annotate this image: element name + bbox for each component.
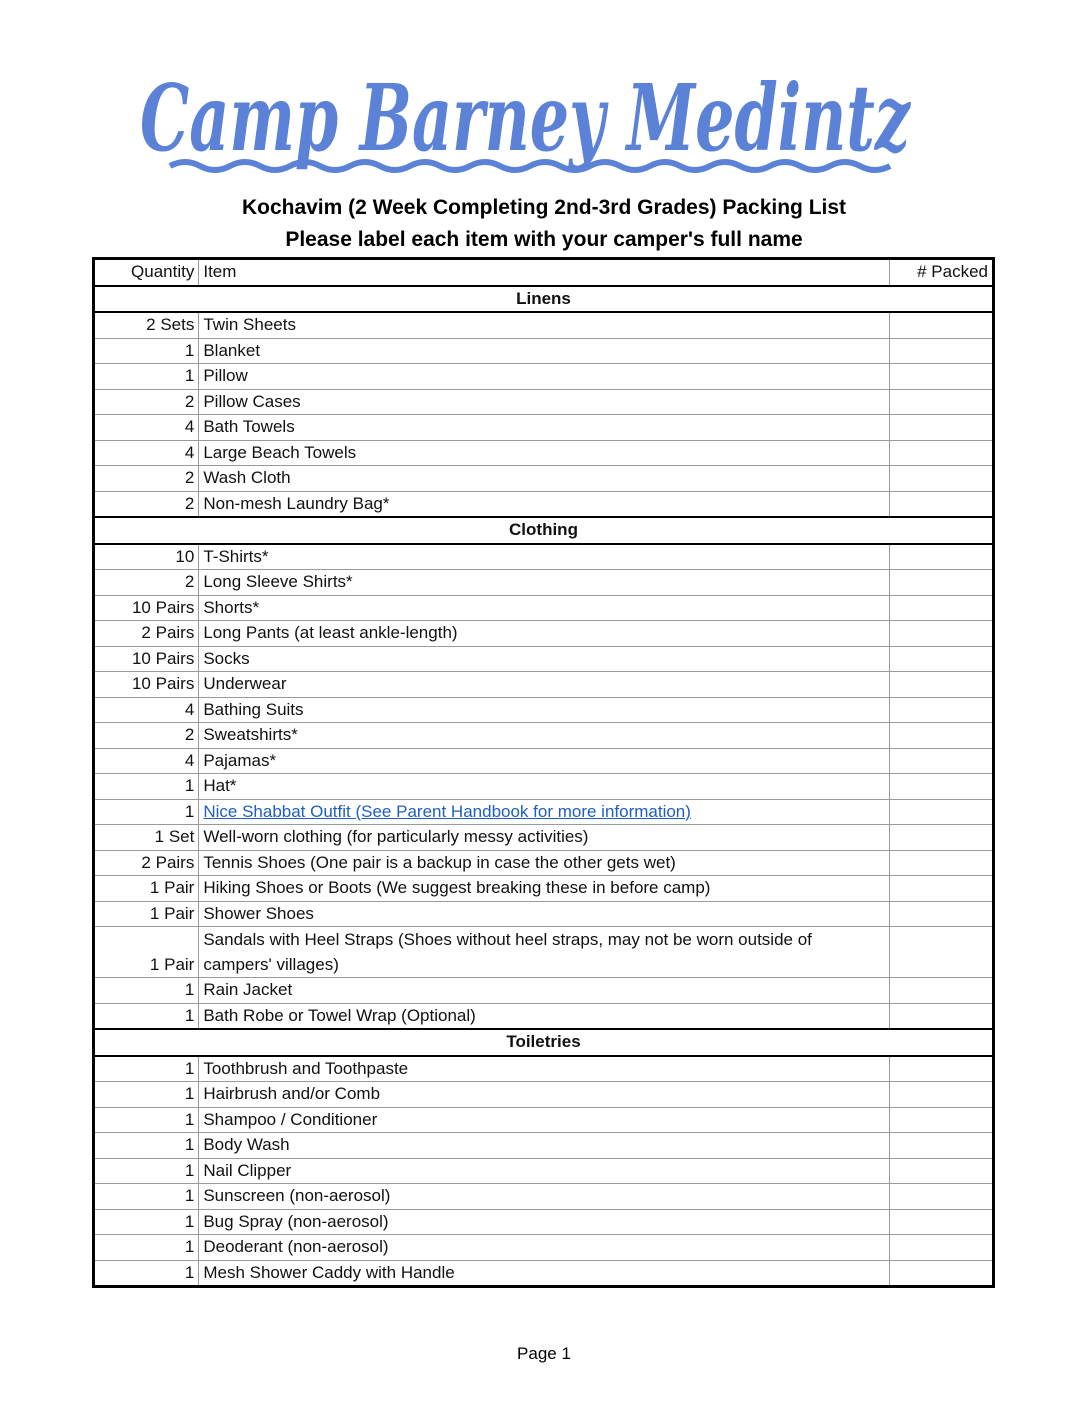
row-item: Wash Cloth [199, 466, 889, 492]
table-row [94, 1082, 994, 1108]
row-packed-cell[interactable] [889, 927, 993, 978]
row-quantity: 4 [94, 440, 199, 466]
row-item: Large Beach Towels [199, 440, 889, 466]
row-packed-cell[interactable] [889, 1003, 993, 1029]
row-quantity: 1 Set [94, 825, 199, 851]
table-row [94, 1133, 994, 1159]
item-header: Item [199, 259, 889, 286]
row-packed-cell[interactable] [889, 1235, 993, 1261]
row-packed-cell[interactable] [889, 774, 993, 800]
row-quantity: 10 Pairs [94, 672, 199, 698]
row-item: Bath Robe or Towel Wrap (Optional) [199, 1003, 889, 1029]
row-item: Tennis Shoes (One pair is a backup in case the other gets wet) [199, 850, 889, 876]
section-title: Toiletries [94, 1029, 994, 1056]
table-row [94, 491, 994, 517]
table-row [94, 723, 994, 749]
row-packed-cell[interactable] [889, 748, 993, 774]
table-row [94, 876, 994, 902]
table-row [94, 1235, 994, 1261]
row-item: Bug Spray (non-aerosol) [199, 1209, 889, 1235]
camp-logo-graphic [130, 62, 920, 182]
packed-header: # Packed [889, 259, 993, 286]
table-row [94, 1184, 994, 1210]
table-row [94, 901, 994, 927]
section-title: Linens [94, 286, 994, 313]
row-packed-cell[interactable] [889, 1158, 993, 1184]
table-row [94, 927, 994, 978]
row-quantity: 1 [94, 1260, 199, 1287]
row-item: Long Pants (at least ankle-length) [199, 621, 889, 647]
table-row [94, 338, 994, 364]
row-packed-cell[interactable] [889, 466, 993, 492]
row-item: Nail Clipper [199, 1158, 889, 1184]
table-row [94, 978, 994, 1004]
row-packed-cell[interactable] [889, 1184, 993, 1210]
row-packed-cell[interactable] [889, 850, 993, 876]
row-packed-cell[interactable] [889, 901, 993, 927]
row-packed-cell[interactable] [889, 491, 993, 517]
row-packed-cell[interactable] [889, 1209, 993, 1235]
row-quantity: 4 [94, 697, 199, 723]
row-quantity: 10 Pairs [94, 646, 199, 672]
row-item: Blanket [199, 338, 889, 364]
table-row [94, 312, 994, 338]
row-quantity: 1 [94, 1056, 199, 1082]
table-row [94, 646, 994, 672]
row-item: Sandals with Heel Straps (Shoes without heel straps, may not be worn outside of campers' villages) [199, 927, 889, 978]
row-item [199, 799, 889, 825]
table-row [94, 825, 994, 851]
packing-list-table [92, 257, 995, 1288]
table-row [94, 440, 994, 466]
row-quantity: 4 [94, 748, 199, 774]
table-row [94, 570, 994, 596]
row-quantity: 2 [94, 389, 199, 415]
table-row [94, 774, 994, 800]
row-quantity: 1 [94, 774, 199, 800]
row-item: Bath Towels [199, 415, 889, 441]
row-item: T-Shirts* [199, 544, 889, 570]
row-quantity: 2 Pairs [94, 621, 199, 647]
row-packed-cell[interactable] [889, 1107, 993, 1133]
row-quantity: 1 Pair [94, 901, 199, 927]
table-row [94, 697, 994, 723]
row-packed-cell[interactable] [889, 1056, 993, 1082]
row-quantity: 1 [94, 1209, 199, 1235]
row-packed-cell[interactable] [889, 570, 993, 596]
row-item: Socks [199, 646, 889, 672]
row-item: Bathing Suits [199, 697, 889, 723]
row-item: Rain Jacket [199, 978, 889, 1004]
row-packed-cell[interactable] [889, 1133, 993, 1159]
row-item: Well-worn clothing (for particularly messy activities) [199, 825, 889, 851]
row-packed-cell[interactable] [889, 697, 993, 723]
row-packed-cell[interactable] [889, 544, 993, 570]
row-item: Mesh Shower Caddy with Handle [199, 1260, 889, 1287]
row-packed-cell[interactable] [889, 621, 993, 647]
row-quantity: 1 [94, 364, 199, 390]
row-item: Pajamas* [199, 748, 889, 774]
row-quantity: 1 [94, 1107, 199, 1133]
row-item: Toothbrush and Toothpaste [199, 1056, 889, 1082]
row-item: Shampoo / Conditioner [199, 1107, 889, 1133]
row-quantity: 1 [94, 1133, 199, 1159]
table-row [94, 1209, 994, 1235]
row-packed-cell[interactable] [889, 978, 993, 1004]
row-packed-cell[interactable] [889, 646, 993, 672]
row-quantity: 1 [94, 1158, 199, 1184]
row-quantity: 1 [94, 1235, 199, 1261]
table-header-row [94, 259, 994, 286]
row-packed-cell[interactable] [889, 364, 993, 390]
table-row [94, 595, 994, 621]
row-quantity: 4 [94, 415, 199, 441]
row-item: Non-mesh Laundry Bag* [199, 491, 889, 517]
page-number: Page 1 [517, 1344, 571, 1363]
row-item: Deoderant (non-aerosol) [199, 1235, 889, 1261]
row-packed-cell[interactable] [889, 389, 993, 415]
row-packed-cell[interactable] [889, 876, 993, 902]
page-subtitle: Please label each item with your camper's full name [285, 228, 803, 251]
section-title: Clothing [94, 517, 994, 544]
row-quantity: 10 [94, 544, 199, 570]
table-row [94, 1056, 994, 1082]
row-packed-cell[interactable] [889, 1260, 993, 1287]
row-quantity: 1 [94, 1003, 199, 1029]
row-packed-cell[interactable] [889, 595, 993, 621]
row-packed-cell[interactable] [889, 415, 993, 441]
row-item: Sunscreen (non-aerosol) [199, 1184, 889, 1210]
row-item: Pillow Cases [199, 389, 889, 415]
table-row [94, 544, 994, 570]
table-row [94, 364, 994, 390]
section-linens [94, 286, 994, 313]
row-packed-cell[interactable] [889, 338, 993, 364]
row-quantity: 1 [94, 799, 199, 825]
row-item: Hairbrush and/or Comb [199, 1082, 889, 1108]
row-packed-cell[interactable] [889, 1082, 993, 1108]
row-packed-cell[interactable] [889, 440, 993, 466]
camp-logo [130, 62, 920, 182]
row-quantity: 2 Pairs [94, 850, 199, 876]
row-item: Long Sleeve Shirts* [199, 570, 889, 596]
table-row [94, 1107, 994, 1133]
camp-logo-text: Camp Barney Medintz [140, 64, 912, 172]
table-row [94, 799, 994, 825]
table-row [94, 1260, 994, 1287]
row-quantity: 2 [94, 491, 199, 517]
row-packed-cell[interactable] [889, 672, 993, 698]
row-quantity: 1 [94, 978, 199, 1004]
row-packed-cell[interactable] [889, 312, 993, 338]
table-row [94, 621, 994, 647]
shabbat-outfit-link[interactable]: Nice Shabbat Outfit (See Parent Handbook for more information) [203, 801, 691, 821]
row-quantity: 2 [94, 466, 199, 492]
row-item: Hiking Shoes or Boots (We suggest breaking these in before camp) [199, 876, 889, 902]
row-item: Twin Sheets [199, 312, 889, 338]
section-toiletries [94, 1029, 994, 1056]
table-row [94, 1158, 994, 1184]
table-row [94, 415, 994, 441]
row-item: Body Wash [199, 1133, 889, 1159]
row-packed-cell[interactable] [889, 825, 993, 851]
row-quantity: 1 [94, 338, 199, 364]
table-row [94, 850, 994, 876]
row-quantity: 2 [94, 723, 199, 749]
page-title: Kochavim (2 Week Completing 2nd-3rd Grades) Packing List [241, 196, 847, 219]
table-row [94, 389, 994, 415]
row-item: Hat* [199, 774, 889, 800]
table-row [94, 672, 994, 698]
table-row [94, 1003, 994, 1029]
row-quantity: 1 Pair [94, 876, 199, 902]
row-quantity: 1 [94, 1184, 199, 1210]
row-quantity: 2 Sets [94, 312, 199, 338]
table-row [94, 748, 994, 774]
row-quantity: 1 [94, 1082, 199, 1108]
row-item: Shorts* [199, 595, 889, 621]
table-row [94, 466, 994, 492]
row-quantity: 2 [94, 570, 199, 596]
row-item: Underwear [199, 672, 889, 698]
row-item: Sweatshirts* [199, 723, 889, 749]
section-clothing [94, 517, 994, 544]
row-item: Pillow [199, 364, 889, 390]
row-quantity: 10 Pairs [94, 595, 199, 621]
row-quantity: 1 Pair [94, 927, 199, 978]
row-packed-cell[interactable] [889, 723, 993, 749]
row-item: Shower Shoes [199, 901, 889, 927]
quantity-header: Quantity [94, 259, 199, 286]
row-packed-cell[interactable] [889, 799, 993, 825]
